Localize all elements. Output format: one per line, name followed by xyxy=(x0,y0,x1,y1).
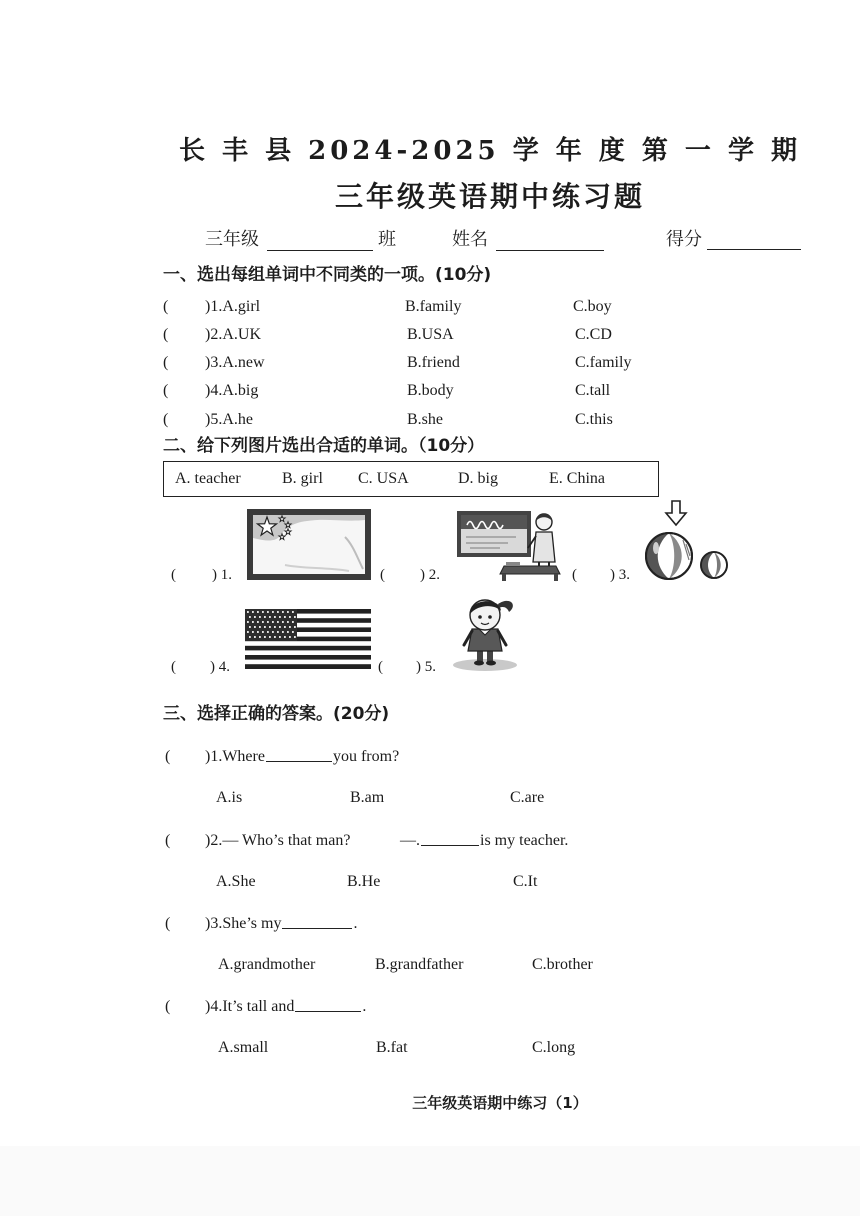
option-a: A.small xyxy=(218,1039,269,1056)
answer-paren: ( xyxy=(165,915,171,932)
word-bank-box xyxy=(163,461,659,497)
stem-after: you from? xyxy=(332,748,400,765)
answer-paren: ( xyxy=(165,748,171,765)
option-a: A.grandmother xyxy=(218,956,316,973)
answer-blank xyxy=(421,831,479,846)
option-b: B.family xyxy=(405,298,462,315)
page-bottom-margin xyxy=(0,1146,860,1216)
section2-heading: 二、给下列图片选出合适的单词。（10分） xyxy=(163,436,485,456)
question-options xyxy=(0,786,860,810)
answer-paren: ( xyxy=(163,411,169,428)
question-text xyxy=(205,745,399,769)
option-a: )5.A.he xyxy=(205,411,253,428)
option-a: )4.A.big xyxy=(205,382,259,399)
option-c: C.CD xyxy=(575,326,612,343)
word-bank-option: A. teacher xyxy=(175,470,241,487)
word-bank-option: E. China xyxy=(549,470,605,487)
option-b: B.grandfather xyxy=(375,956,464,973)
answer-blank xyxy=(295,997,361,1012)
option-c: C.are xyxy=(510,789,545,806)
section1-item xyxy=(0,296,860,318)
option-b: B.body xyxy=(407,382,454,399)
option-b: B.He xyxy=(347,873,381,890)
section1-item xyxy=(0,409,860,431)
score-blank xyxy=(707,249,801,250)
score-label: 得分 xyxy=(666,229,702,250)
china-flag-icon xyxy=(245,507,373,582)
section1-item xyxy=(0,352,860,374)
beach-ball-icon xyxy=(642,500,734,582)
question-options xyxy=(0,1036,860,1060)
option-b: B.she xyxy=(407,411,443,428)
answer-paren: ( xyxy=(380,567,385,583)
section3-heading: 三、选择正确的答案。(20分) xyxy=(163,704,390,724)
question-text xyxy=(205,995,366,1019)
answer-paren: ( xyxy=(572,567,577,583)
stem-after: . xyxy=(353,915,358,932)
option-a: )1.A.girl xyxy=(205,298,261,315)
exam-title-line1: 长 丰 县 2024-2025 学 年 度 第 一 学 期 xyxy=(178,136,802,166)
option-b: B.am xyxy=(350,789,385,806)
class-label: 班 xyxy=(378,229,396,250)
option-b: B.friend xyxy=(407,354,460,371)
word-bank-option: B. girl xyxy=(282,470,323,487)
section1-heading: 一、选出每组单词中不同类的一项。(10分) xyxy=(163,265,492,285)
question-stem xyxy=(0,912,860,936)
question-text: )2.— Who’s that man? xyxy=(205,832,351,849)
option-c: C.family xyxy=(575,354,632,371)
grade-label: 三年级 xyxy=(205,229,259,250)
picture-number: ) 3. xyxy=(610,567,630,583)
stem-after: . xyxy=(362,998,367,1015)
answer-paren: ( xyxy=(163,298,169,315)
option-c: C.tall xyxy=(575,382,611,399)
question-stem xyxy=(0,995,860,1019)
picture-number: ) 2. xyxy=(420,567,440,583)
teacher-blackboard-icon xyxy=(456,510,562,582)
question-options xyxy=(0,953,860,977)
section1-item xyxy=(0,324,860,346)
picture-number: ) 4. xyxy=(210,659,230,675)
answer-paren: ( xyxy=(171,567,176,583)
answer-paren: ( xyxy=(165,832,171,849)
question-text xyxy=(205,912,357,936)
picture-number: ) 5. xyxy=(416,659,436,675)
word-bank-option: D. big xyxy=(458,470,498,487)
option-a: A.is xyxy=(216,789,243,806)
name-label: 姓名 xyxy=(452,229,488,250)
answer-blank xyxy=(282,914,352,929)
stem-before: )3.She’s my xyxy=(205,915,282,932)
class-blank xyxy=(267,250,373,251)
stem-before: )4.It’s tall and xyxy=(205,998,295,1015)
stem-after: is my teacher. xyxy=(480,832,569,849)
answer-paren: ( xyxy=(163,326,169,343)
stem-before: )1.Where xyxy=(205,748,265,765)
reply-text xyxy=(400,829,568,853)
option-c: C.boy xyxy=(573,298,612,315)
option-c: C.It xyxy=(513,873,538,890)
page-footer: 三年级英语期中练习（1） xyxy=(412,1094,588,1112)
answer-paren: ( xyxy=(378,659,383,675)
option-c: C.this xyxy=(575,411,613,428)
section1-item xyxy=(0,380,860,402)
girl-icon xyxy=(448,593,522,673)
usa-flag-icon xyxy=(245,609,371,669)
name-blank xyxy=(496,250,604,251)
word-bank-option: C. USA xyxy=(358,470,409,487)
exam-title-line2: 三年级英语期中练习题 xyxy=(334,180,645,213)
option-a: A.She xyxy=(216,873,256,890)
option-c: C.brother xyxy=(532,956,593,973)
option-c: C.long xyxy=(532,1039,576,1056)
picture-number: ) 1. xyxy=(212,567,232,583)
answer-paren: ( xyxy=(163,382,169,399)
question-options xyxy=(0,870,860,894)
answer-paren: ( xyxy=(163,354,169,371)
option-b: B.fat xyxy=(376,1039,408,1056)
answer-paren: ( xyxy=(165,998,171,1015)
question-stem xyxy=(0,745,860,769)
option-b: B.USA xyxy=(407,326,454,343)
answer-blank xyxy=(266,747,332,762)
answer-paren: ( xyxy=(171,659,176,675)
option-a: )3.A.new xyxy=(205,354,265,371)
question-stem xyxy=(0,829,860,853)
option-a: )2.A.UK xyxy=(205,326,261,343)
reply-dash: —. xyxy=(400,832,420,849)
